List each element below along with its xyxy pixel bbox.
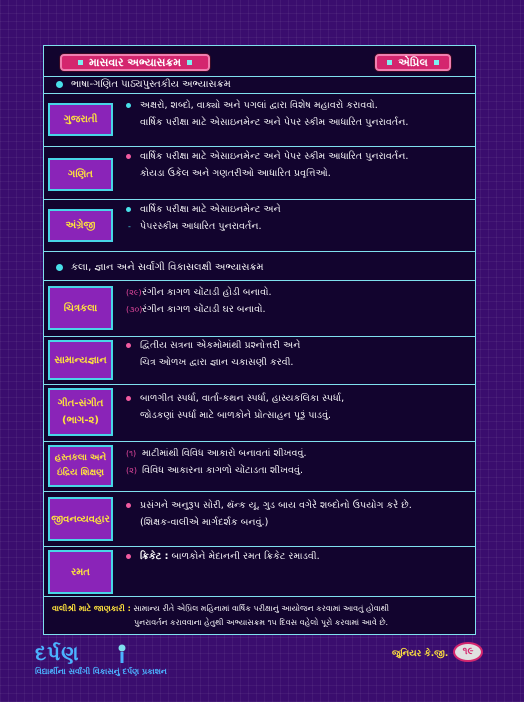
row-ramat [44, 546, 475, 596]
content-hastakala [126, 445, 471, 479]
month-badge [375, 54, 451, 71]
row-jivan-vyavahar [44, 491, 475, 546]
section-title: કલા, જ્ઞાન અને સર્વાંગી વિકાસલક્ષી અભ્યાસક્રમ [71, 261, 264, 273]
dot-bullet-icon [126, 154, 131, 159]
dot-bullet-icon [126, 503, 131, 508]
content-ramat [126, 548, 471, 565]
content-line: રંગીન કાગળ ચોંટાડી ઘર બનાવો. [142, 304, 266, 315]
row-samanyagyan [44, 336, 475, 384]
label-samanyagyan: સામાન્યજ્ઞાન [48, 340, 113, 380]
dot-bullet-icon [126, 396, 131, 401]
label-geet-sangeet: ગીત-સંગીત (ભાગ-૨) [48, 388, 113, 436]
content-line: પ્રસંગને અનુરૂપ સોરી, થૅન્ક યૂ, ગુડ બાય વગેરે શબ્દોનો ઉપયોગ કરે છે. [140, 500, 412, 511]
parent-note-text: પુનરાવર્તન કરાવવાના હેતુથી અભ્યાસક્રમ ૧૫ દિવસ વહેલો પૂરો કરવામાં આવે છે. [134, 618, 389, 627]
item-number: (૩૦) [126, 305, 143, 314]
content-line: જોડકણાં સ્પર્ધા માટે બાળકોને પ્રોત્સાહન પૂરૂં પાડવું. [140, 410, 332, 421]
square-bullet-icon [78, 60, 83, 65]
content-line: વિવિધ આકારના કાગળો ચોંટાડતા શીખવવું. [142, 465, 304, 476]
label-angreji: અંગ્રેજી [48, 209, 113, 242]
label-ramat: રમત [48, 550, 113, 594]
content-line: કોયડા ઉકેલ અને ગણતરીઓ આધારિત પ્રવૃત્તિઓ. [140, 168, 331, 179]
divider [44, 76, 475, 77]
dot-bullet-icon [126, 103, 131, 108]
row-chitrakala [44, 280, 475, 336]
dot-bullet-icon [126, 554, 131, 559]
content-samanyagyan [126, 337, 471, 371]
item-number: (૨૯) [126, 288, 142, 297]
content-jivan-vyavahar [126, 497, 471, 531]
label-hastakala: હસ્તકલા અને ઇંદ્રિય શિક્ષણ [48, 445, 113, 487]
content-geet-sangeet [126, 390, 471, 424]
page-number: ૧૯ [453, 642, 483, 662]
content-line: બાળકોને મેદાનની રમત ક્રિકેટ રમાડવી. [171, 551, 320, 562]
section-title: ભાષા-ગણિત પાઠ્યપુસ્તકીય અભ્યાસક્રમ [71, 79, 231, 90]
item-number: (૨) [126, 466, 137, 475]
row-gujarati [44, 93, 475, 146]
row-hastakala [44, 441, 475, 491]
dash-bullet-icon: - [128, 222, 131, 231]
dot-bullet-icon [56, 264, 63, 271]
content-line: વાર્ષિક પરીક્ષા માટે એસાઇનમેન્ટ અને પેપર સ્કીમ આધારિત પુનરાવર્તન. [140, 117, 409, 128]
parent-note [52, 602, 467, 630]
content-line: દ્વિતીય સત્રના એકમોમાંથી પ્રશ્નોત્તરી અને [140, 340, 301, 351]
section-heading-art-knowledge [56, 260, 264, 274]
content-line: પેપરસ્કીમ આધારિત પુનરાવર્તન. [140, 221, 262, 232]
parent-note-label: વાલીશ્રી માટે જાણકારી : [52, 604, 131, 613]
dot-bullet-icon [126, 207, 131, 212]
content-line: ચિત્ર ઓળખ દ્વારા જ્ઞાન ચકાસણી કરવી. [140, 357, 294, 368]
content-ganit [126, 148, 471, 182]
content-line: બાળગીત સ્પર્ધા, વાર્તા-કથન સ્પર્ધા, હાસ્યકલિકા સ્પર્ધા, [140, 393, 345, 404]
content-line: વાર્ષિક પરીક્ષા માટે એસાઇનમેન્ટ અને પેપર સ્કીમ આધારિત પુનરાવર્તન. [140, 151, 409, 162]
dot-bullet-icon [126, 343, 131, 348]
parent-note-text: સામાન્ય રીતે એપ્રિલ મહિનામાં વાર્ષિક પરીક્ષાનું આયોજન કરવામાં આવતું હોવાથી [133, 604, 390, 613]
dot-bullet-icon [56, 81, 63, 88]
activity-name: ક્રિકેટ : [140, 551, 169, 562]
square-bullet-icon [434, 60, 439, 65]
label-ganit: ગણિત [48, 158, 113, 191]
divider [44, 596, 475, 597]
content-line: માટીમાંથી વિવિધ આકારો બનાવતાં શીખવવું. [142, 448, 307, 459]
label-gujarati: ગુજરાતી [48, 103, 113, 136]
row-angreji [44, 199, 475, 251]
divider [44, 251, 475, 252]
section-heading-language-math [56, 78, 231, 91]
row-ganit [44, 146, 475, 199]
item-number: (૧) [126, 449, 137, 458]
content-line: રંગીન કાગળ ચોંટાડી હોડી બનાવો. [142, 287, 272, 298]
grade-label: જુનિયર કે.જી. [392, 649, 449, 659]
brand-tagline: વિદ્યાર્થીના સર્વાંગી વિકાસનું દર્પણ પ્રકાશન [35, 667, 167, 676]
content-line: અક્ષરો, શબ્દો, વાક્યો અને પગલાં દ્વારા વિશેષ મહાવરો કરાવવો. [140, 100, 378, 111]
content-chitrakala [126, 284, 471, 318]
mirror-icon [117, 644, 127, 664]
content-line: વાર્ષિક પરીક્ષા માટે એસાઇનમેન્ટ અને [140, 204, 281, 215]
header-title: માસવાર અભ્યાસક્રમ [89, 56, 181, 69]
square-bullet-icon [387, 60, 392, 65]
brand-name: દર્પણ [35, 641, 80, 665]
brand-logo [35, 641, 167, 677]
square-bullet-icon [187, 60, 192, 65]
label-jivan-vyavahar: જીવનવ્યવહાર [48, 497, 113, 541]
label-chitrakala: ચિત્રકલા [48, 286, 113, 330]
header-title-badge [60, 54, 210, 71]
curriculum-panel [43, 45, 476, 635]
month-label: એપ્રિલ [398, 56, 428, 69]
content-line: (શિક્ષક-વાલીએ માર્ગદર્શક બનવું.) [140, 517, 269, 528]
content-angreji [126, 201, 471, 235]
row-geet-sangeet [44, 384, 475, 441]
content-gujarati [126, 97, 471, 131]
